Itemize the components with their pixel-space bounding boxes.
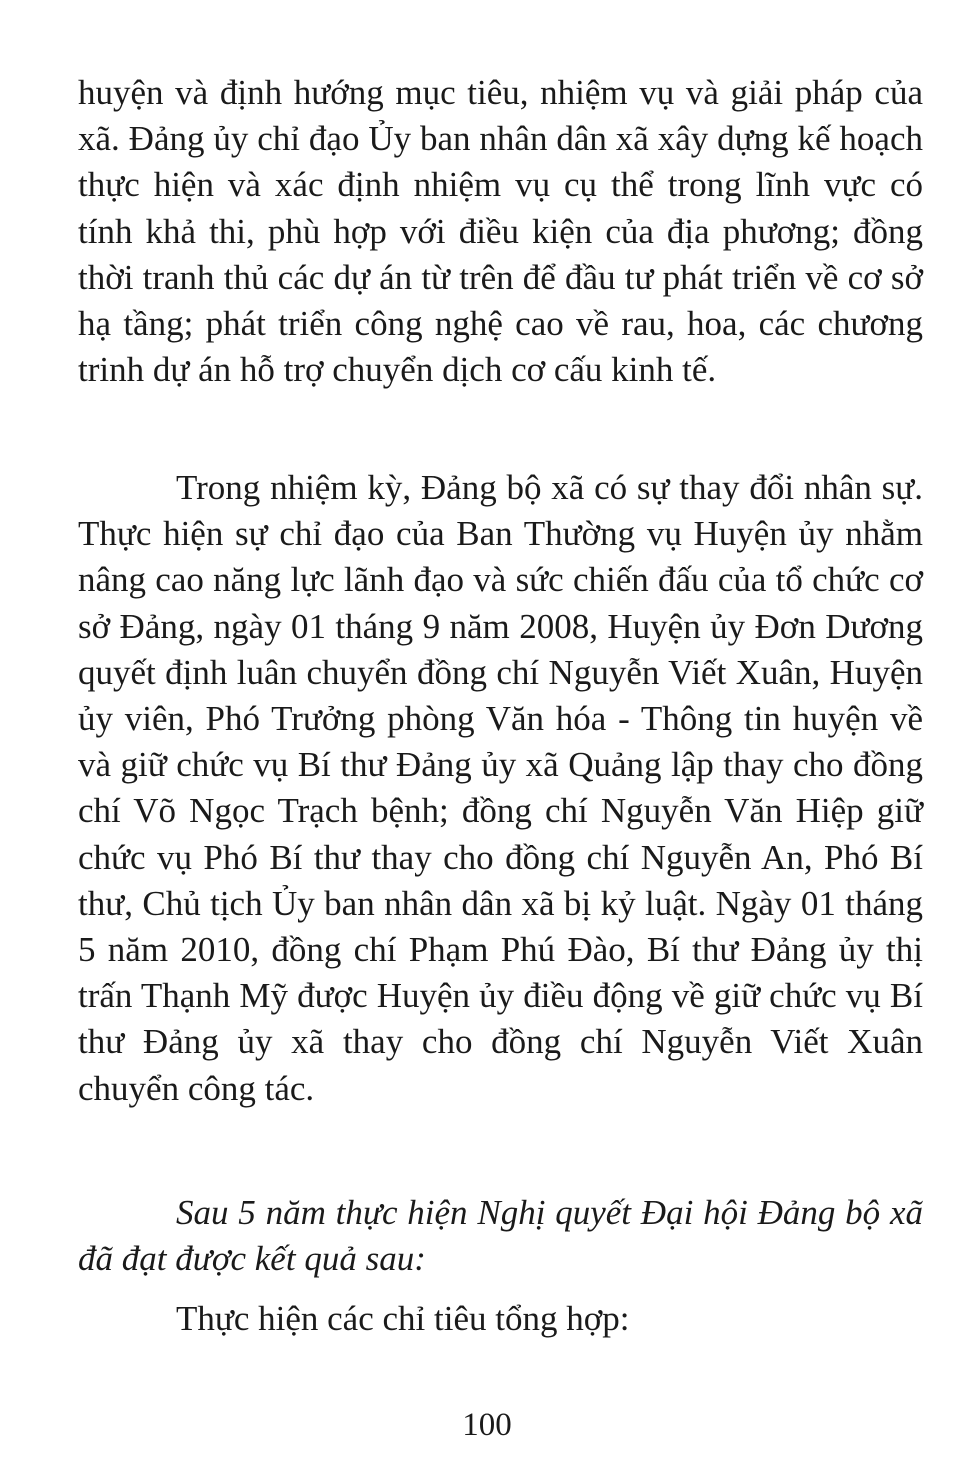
paragraph-italic-summary: Sau 5 năm thực hiện Nghị quyết Đại hội Đảng bộ xã đã đạt được kết quả sau:: [78, 1193, 923, 1279]
page-number: 100: [462, 1407, 512, 1443]
paragraph-personnel-changes: Trong nhiệm kỳ, Đảng bộ xã có sự thay đổi nhân sự. Thực hiện sự chỉ đạo của Ban Thường vụ Huyện ủy nhằm nâng cao năng lực lãnh đạo và sức chiến đấu của tổ chức cơ sở Đảng, ngày 01 tháng 9 năm 2008, Huyện ủy Đơn Dương quyết định luân chuyển đồng chí Nguyễn Viết Xuân, Huyện ủy viên, Phó Trưởng phòng Văn hóa - Thông tin huyện về và giữ chức vụ Bí thư Đảng ủy xã Quảng lập thay cho đồng chí Võ Ngọc Trạch bệnh; đồng chí Nguyễn Văn Hiệp giữ chức vụ Phó Bí thư thay cho đồng chí Nguyễn An, Phó Bí thư, Chủ tịch Ủy ban nhân dân xã bị kỷ luật. Ngày 01 tháng 5 năm 2010, đồng chí Phạm Phú Đào, Bí thư Đảng ủy thị trấn Thạnh Mỹ được Huyện ủy điều động về giữ chức vụ Bí thư Đảng ủy xã thay cho đồng chí Nguyễn Viết Xuân chuyển công tác.: [78, 468, 923, 1108]
paragraph-targets-heading: Thực hiện các chỉ tiêu tổng hợp:: [176, 1299, 630, 1338]
paragraph-continuation: huyện và định hướng mục tiêu, nhiệm vụ và giải pháp của xã. Đảng ủy chỉ đạo Ủy ban nhân dân xã xây dựng kế hoạch thực hiện và xác định nhiệm vụ cụ thể trong lĩnh vực có tính khả thi, phù hợp với điều kiện của địa phương; đồng thời tranh thủ các dự án từ trên để đầu tư phát triển về cơ sở hạ tầng; phát triển công nghệ cao về rau, hoa, các chương trinh dự án hỗ trợ chuyển dịch cơ cấu kinh tế.: [78, 73, 923, 390]
